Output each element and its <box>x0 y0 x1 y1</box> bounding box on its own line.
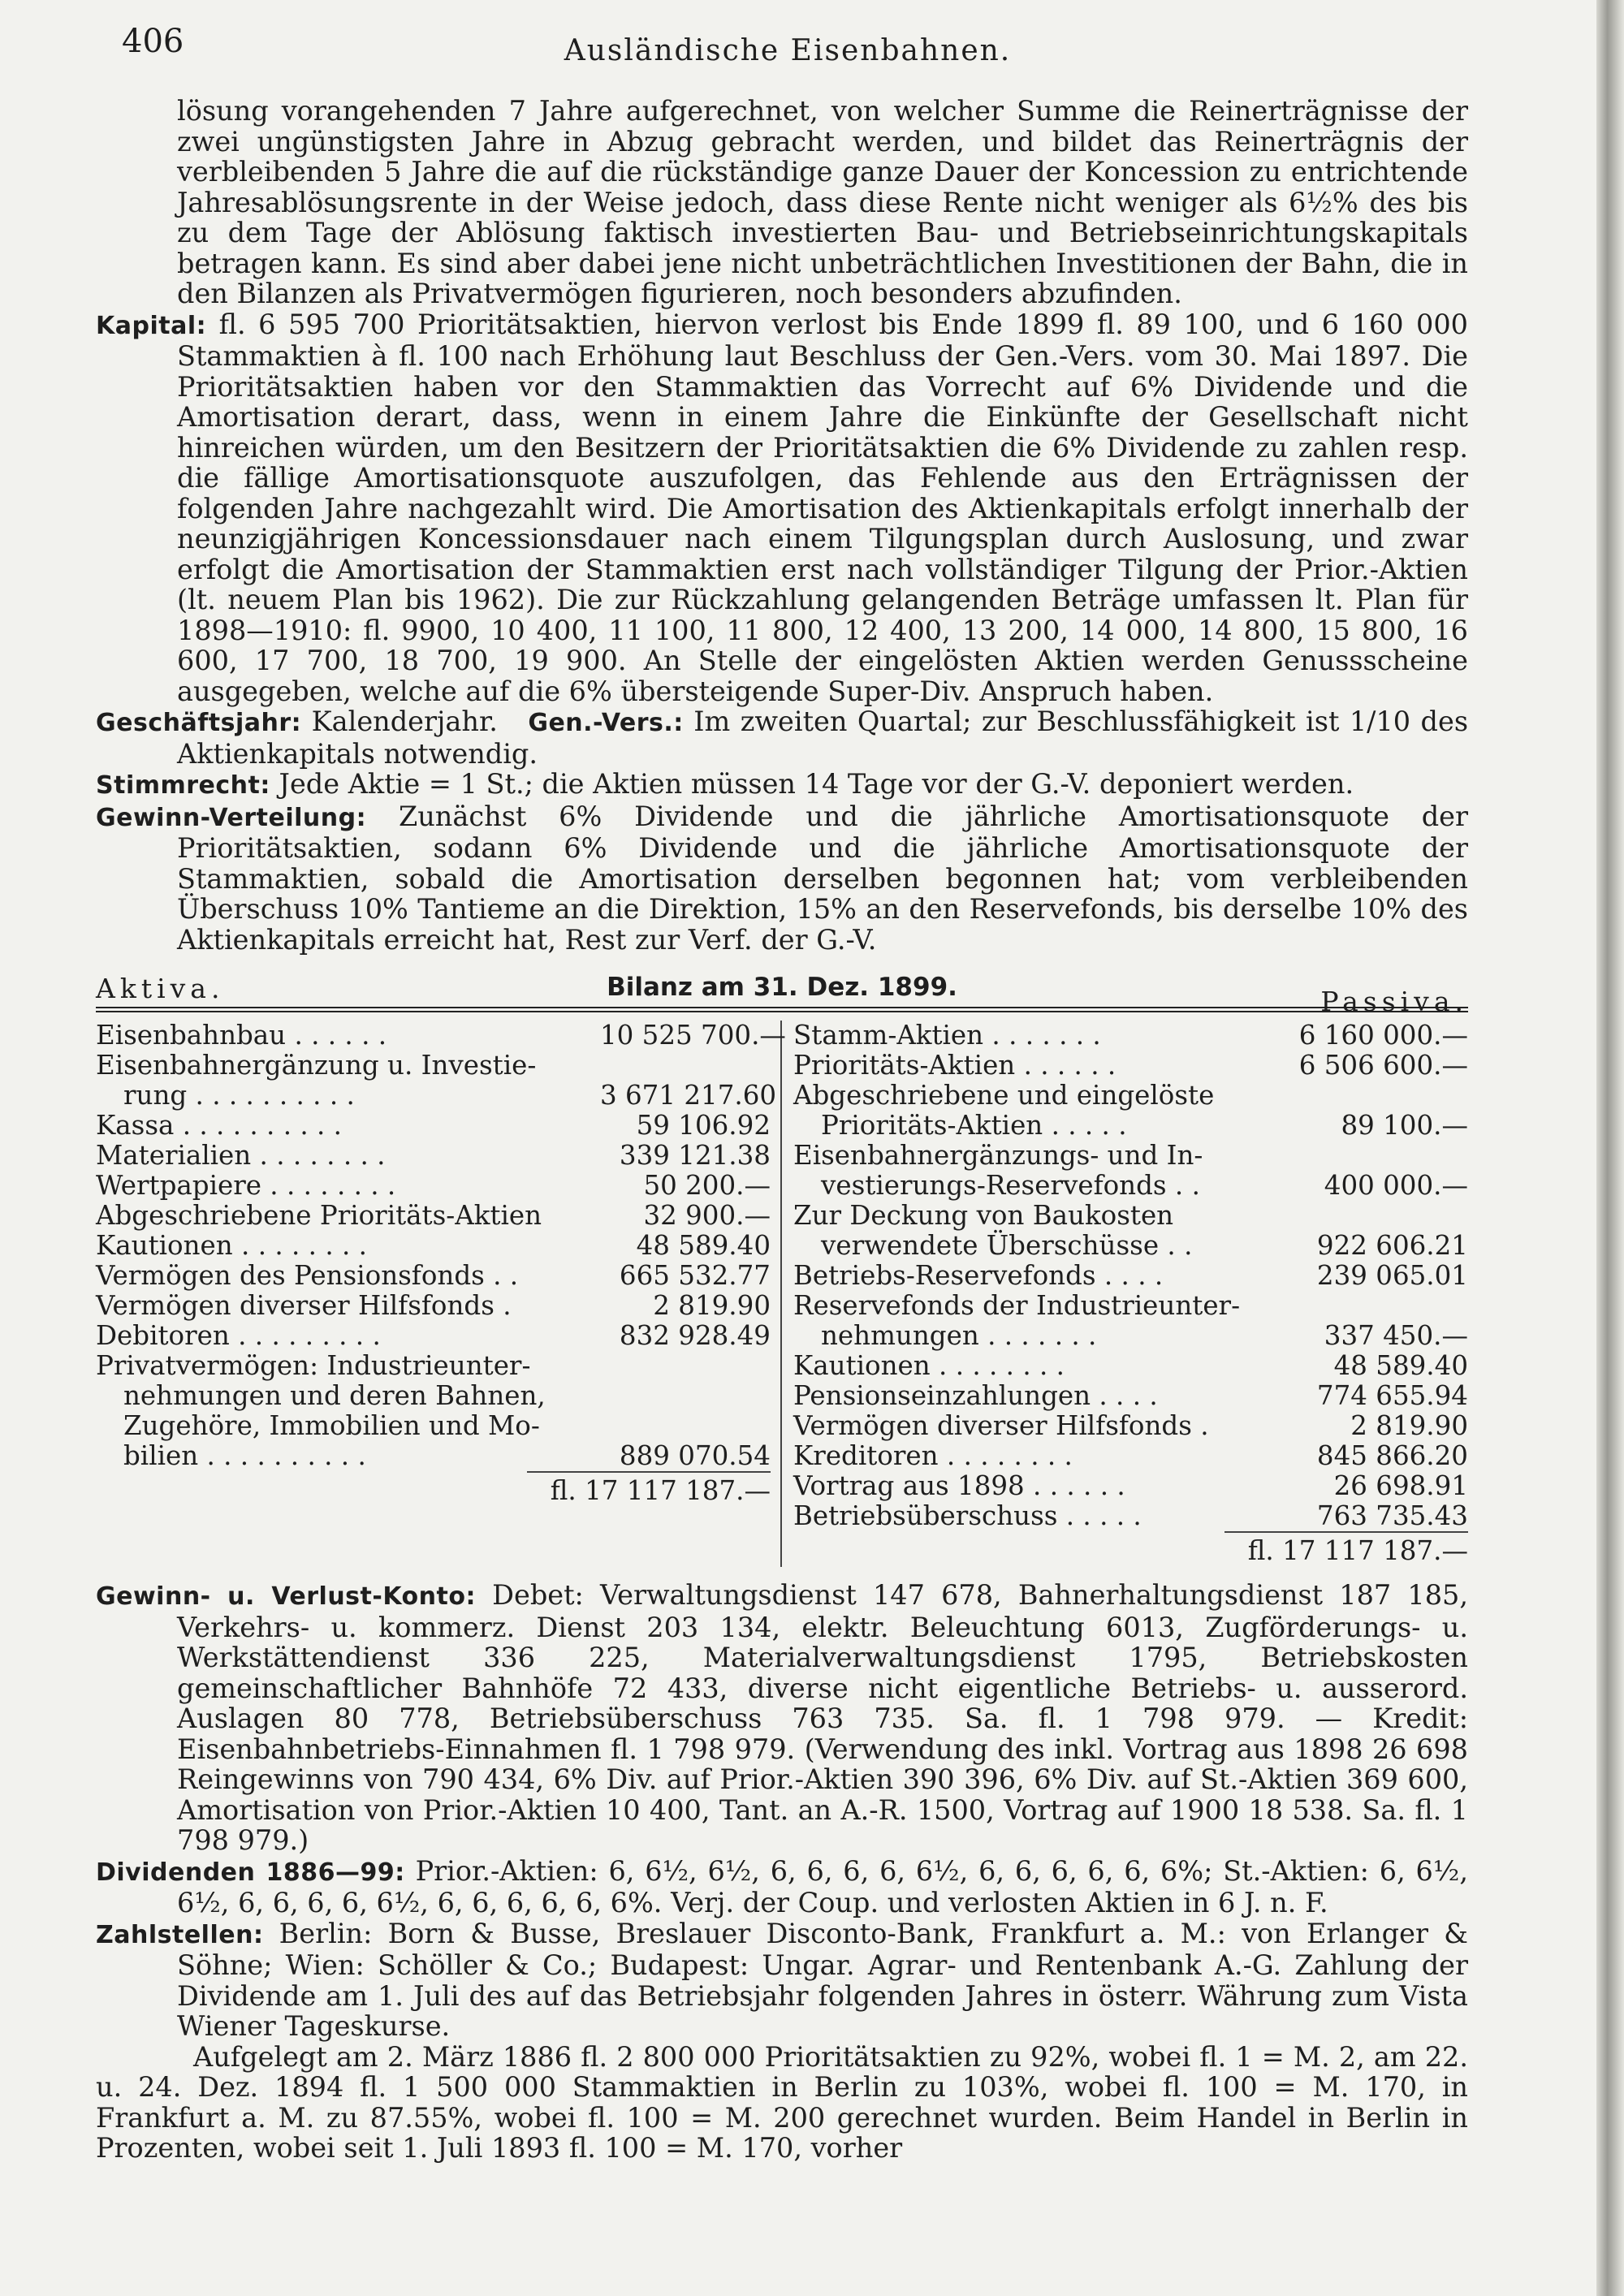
intro-paragraph: lösung vorangehenden 7 Jahre aufgerechnet, von welcher Summe die Reinerträgnisse der zwei ungünstigsten Jahre in Abzug gebracht werden, und bildet das Reinerträgnis der verbleibenden 5 Jahre die auf die rückständige ganze Dauer der Koncession zu entrichtende Jahresablösungsrente in der Weise jedoch, dass diese Rente nicht weniger als 6½% des bis zu dem Tage der Ablösung faktisch investierten Bau- und Betriebseinrichtungskapitals betragen kann. Es sind aber dabei jene nicht unbeträchtlichen Investitionen der Bahn, die in den Bilanzen als Privatvermögen figurieren, noch besonders abzufinden. <box>177 95 1468 309</box>
passiva-row <box>793 1201 1468 1231</box>
aktiva-item-value: 10 525 700.— <box>600 1020 786 1051</box>
passiva-item-value: 6 160 000.— <box>1298 1020 1468 1051</box>
balance-sheet <box>96 969 1468 1567</box>
aktiva-item-value: 32 900.— <box>643 1200 771 1231</box>
passiva-item-name: Pensionseinzahlungen . . . . <box>793 1380 1158 1411</box>
passiva-item-name: Vermögen diverser Hilfsfonds . <box>793 1410 1209 1441</box>
aktiva-item-value: 59 106.92 <box>636 1110 771 1141</box>
aktiva-row <box>96 1261 771 1291</box>
passiva-row <box>793 1141 1468 1171</box>
passiva-total-row <box>793 1531 1468 1567</box>
page-body <box>96 96 1468 2164</box>
gewinn-konto-text: Debet: Verwaltungsdienst 147 678, Bahnerhaltungsdienst 187 185, Verkehrs- u. kommerz. Dienst 203 134, elektr. Beleuchtung 6013, Zugförderungs- u. Werkstättendienst 336 225, Materialverwaltungsdienst 1795, Betriebskosten gemeinschaftlicher Bahnhöfe 72 433, diverse nicht eigentliche Betriebs- u. ausserord. Auslagen 80 778, Betriebsüberschuss 763 735. Sa. fl. 1 798 979. — Kredit: Eisenbahnbetriebs-Einnahmen fl. 1 798 979. (Verwendung des inkl. Vortrag aus 1898 26 698 Reingewinns von 790 434, 6% Div. auf Prior.-Aktien 390 396, 6% Div. auf St.-Aktien 369 600, Amortisation von Prior.-Aktien 10 400, Tant. an A.-R. 1500, Vortrag auf 1900 18 538. Sa. fl. 1 798 979.) <box>177 1579 1468 1856</box>
aktiva-item-name: nehmungen und deren Bahnen, <box>123 1380 546 1411</box>
aktiva-item-value: 48 589.40 <box>636 1230 771 1261</box>
balance-header <box>96 969 1468 1017</box>
aktiva-total: fl. 17 117 187.— <box>527 1471 771 1507</box>
aktiva-item-value: 665 532.77 <box>619 1260 771 1291</box>
passiva-item-value: 763 735.43 <box>1316 1500 1468 1531</box>
aktiva-item-name: Vermögen diverser Hilfsfonds . <box>96 1290 512 1321</box>
aktiva-item-name: Eisenbahnbau . . . . . . <box>96 1020 387 1051</box>
dividenden-section <box>96 1856 1468 1918</box>
passiva-row <box>793 1411 1468 1441</box>
aktiva-column <box>96 1020 786 1567</box>
stimmrecht-text: Jede Aktie = 1 St.; die Aktien müssen 14 Tage vor der G.-V. deponiert werden. <box>279 768 1354 800</box>
passiva-row <box>793 1501 1468 1531</box>
aktiva-row <box>96 1231 771 1261</box>
passiva-item-name: Abgeschriebene und eingelöste <box>793 1080 1215 1111</box>
passiva-row <box>793 1321 1468 1351</box>
aktiva-total-row <box>96 1471 771 1507</box>
aktiva-row <box>96 1381 771 1411</box>
passiva-item-value: 400 000.— <box>1324 1170 1468 1201</box>
passiva-item-name: Prioritäts-Aktien . . . . . . <box>793 1050 1116 1081</box>
passiva-item-name: Stamm-Aktien . . . . . . . <box>793 1020 1101 1051</box>
aktiva-item-name: Kassa . . . . . . . . . . <box>96 1110 343 1141</box>
passiva-row <box>793 1231 1468 1261</box>
page-edge-shadow <box>1596 0 1624 2296</box>
aktiva-item-value: 889 070.54 <box>619 1440 771 1471</box>
aktiva-item-name: bilien . . . . . . . . . . <box>123 1440 366 1471</box>
aktiva-row <box>96 1291 771 1321</box>
aktiva-item-name: rung . . . . . . . . . . <box>123 1080 355 1111</box>
aktiva-label: Aktiva. <box>96 973 225 1004</box>
passiva-item-name: Zur Deckung von Baukosten <box>793 1200 1174 1231</box>
aufgelegt-paragraph: Aufgelegt am 2. März 1886 fl. 2 800 000 Prioritätsaktien zu 92%, wobei fl. 1 = M. 2, am 22. u. 24. Dez. 1894 fl. 1 500 000 Stammaktien in Berlin zu 103%, wobei fl. 100 = M. 170, in Frankfurt a. M. zu 87.55%, wobei fl. 100 = M. 200 gerechnet wurden. Beim Handel in Berlin in Prozenten, wobei seit 1. Juli 1893 fl. 100 = M. 170, vorher <box>96 2040 1468 2164</box>
passiva-item-name: vestierungs-Reservefonds . . <box>821 1170 1200 1201</box>
aktiva-item-name: Kautionen . . . . . . . . <box>96 1230 367 1261</box>
geschaeftsjahr-section <box>96 706 1468 769</box>
aktiva-item-name: Abgeschriebene Prioritäts-Aktien <box>96 1200 542 1231</box>
passiva-item-name: Reservefonds der Industrieunter- <box>793 1290 1241 1321</box>
balance-columns <box>96 1021 1468 1567</box>
passiva-row <box>793 1441 1468 1471</box>
balance-title: Bilanz am 31. Dez. 1899. <box>607 973 957 1002</box>
passiva-item-value: 845 866.20 <box>1316 1440 1468 1471</box>
passiva-item-value: 337 450.— <box>1324 1320 1468 1351</box>
gewinn-konto-section <box>96 1580 1468 1856</box>
passiva-column <box>782 1021 1468 1567</box>
running-title: Ausländische Eisenbahnen. <box>564 34 1012 67</box>
aktiva-row <box>96 1411 771 1441</box>
aktiva-item-value: 339 121.38 <box>619 1140 771 1171</box>
passiva-row <box>793 1171 1468 1201</box>
aktiva-item-value: 3 671 217.60 <box>600 1080 777 1111</box>
aktiva-row <box>96 1080 777 1111</box>
passiva-row <box>793 1111 1468 1141</box>
passiva-item-name: Eisenbahnergänzungs- und In- <box>793 1140 1203 1171</box>
aktiva-item-name: Zugehöre, Immobilien und Mo- <box>123 1410 540 1441</box>
zahlstellen-label: Zahlstellen: <box>96 1920 264 1949</box>
aktiva-row <box>96 1321 771 1351</box>
passiva-row <box>793 1261 1468 1291</box>
aktiva-item-value: 2 819.90 <box>653 1290 771 1321</box>
gewinn-verteilung-text: Zunächst 6% Dividende und die jährliche Amortisationsquote der Prioritätsaktien, sodann 6% Dividende und die jährliche Amortisationsquote der Stammaktien, sobald die Amortisation derselben begonnen hat; vom verbleibenden Überschuss 10% Tantieme an die Direktion, 15% an den Reservefonds, bis derselbe 10% des Aktienkapitals erreicht hat, Rest zur Verf. der G.-V. <box>177 800 1468 956</box>
balance-rule <box>96 1007 1468 1012</box>
aktiva-item-value: 50 200.— <box>643 1170 771 1201</box>
passiva-total: fl. 17 117 187.— <box>1224 1531 1468 1567</box>
zahlstellen-section <box>96 1918 1468 2042</box>
passiva-item-name: Betriebsüberschuss . . . . . <box>793 1500 1142 1531</box>
passiva-item-value: 922 606.21 <box>1316 1230 1468 1261</box>
passiva-item-name: Kautionen . . . . . . . . <box>793 1350 1065 1381</box>
passiva-label: Passiva. <box>1320 986 1468 1017</box>
aktiva-item-name: Debitoren . . . . . . . . . <box>96 1320 381 1351</box>
passiva-row <box>793 1471 1468 1501</box>
dividenden-label: Dividenden 1886—99: <box>96 1858 405 1887</box>
zahlstellen-text: Berlin: Born & Busse, Breslauer Disconto-Bank, Frankfurt a. M.: von Erlanger & Söhne; Wien: Schöller & Co.; Budapest: Ungar. Agrar- und Rentenbank A.-G. Zahlung der Dividende am 1. Juli des auf das Betriebsjahr folgenden Jahres in österr. Währung zum Vista Wiener Tageskurse. <box>177 1917 1468 2042</box>
kapital-text: fl. 6 595 700 Prioritätsaktien, hiervon verlost bis Ende 1899 fl. 89 100, und 6 160 000 Stammaktien à fl. 100 nach Erhöhung laut Beschluss der Gen.-Vers. vom 30. Mai 1897. Die Prioritätsaktien haben vor den Stammaktien das Vorrecht auf 6% Dividende und die Amortisation derart, dass, wenn in einem Jahre die Einkünfte der Gesellschaft nicht hinreichen würden, um den Besitzern der Prioritätsaktien die 6% Dividende zu zahlen resp. die fällige Amortisationsquote auszufolgen, das Fehlende aus den Erträgnissen der folgenden Jahre nachgezahlt wird. Die Amortisation des Aktienkapitals erfolgt innerhalb der neunzigjährigen Koncessionsdauer nach einem Tilgungsplan durch Auslosung, und zwar erfolgt die Amortisation der Stammaktien erst nach vollständiger Tilgung der Prior.-Aktien (lt. neuem Plan bis 1962). Die zur Rückzahlung gelangenden Beträge umfassen lt. Plan für 1898—1910: fl. 9900, 10 400, 11 100, 11 800, 12 400, 13 200, 14 000, 14 800, 15 800, 16 600, 17 700, 18 700, 19 900. An Stelle der eingelösten Aktien werden Genussscheine ausgegeben, welche auf die 6% übersteigende Super-Div. Anspruch haben. <box>177 308 1468 707</box>
passiva-row <box>793 1351 1468 1381</box>
page-number: 406 <box>122 23 184 60</box>
aktiva-row <box>96 1111 771 1141</box>
passiva-item-value: 774 655.94 <box>1316 1380 1468 1411</box>
passiva-row <box>793 1021 1468 1051</box>
aktiva-row <box>96 1020 786 1051</box>
aktiva-row <box>96 1171 771 1201</box>
passiva-item-name: Betriebs-Reservefonds . . . . <box>793 1260 1164 1291</box>
aktiva-item-name: Vermögen des Pensionsfonds . . <box>96 1260 519 1291</box>
aktiva-row <box>96 1051 771 1081</box>
passiva-item-name: Prioritäts-Aktien . . . . . <box>821 1110 1127 1141</box>
passiva-row <box>793 1081 1468 1111</box>
aktiva-row <box>96 1351 771 1381</box>
passiva-item-value: 2 819.90 <box>1350 1410 1468 1441</box>
passiva-row <box>793 1291 1468 1321</box>
aktiva-row <box>96 1441 771 1471</box>
aktiva-row <box>96 1201 771 1231</box>
aktiva-item-value: 832 928.49 <box>619 1320 771 1351</box>
passiva-row <box>793 1051 1468 1081</box>
gen-vers-text: Im zweiten Quartal; zur Beschlussfähigkeit ist 1/10 des Aktienkapitals notwendig. <box>177 706 1469 770</box>
aktiva-item-name: Eisenbahnergänzung u. Investie- <box>96 1050 537 1081</box>
passiva-item-value: 48 589.40 <box>1333 1350 1468 1381</box>
geschaeftsjahr-text: Kalenderjahr. <box>311 706 498 737</box>
gewinn-verteilung-section <box>96 801 1468 956</box>
gewinn-konto-label: Gewinn- u. Verlust-Konto: <box>96 1582 476 1611</box>
geschaeftsjahr-label: Geschäftsjahr: <box>96 709 302 737</box>
kapital-label: Kapital: <box>96 311 207 340</box>
passiva-item-value: 26 698.91 <box>1333 1470 1468 1501</box>
passiva-row <box>793 1381 1468 1411</box>
aktiva-row <box>96 1141 771 1171</box>
aktiva-item-name: Materialien . . . . . . . . <box>96 1140 386 1171</box>
gewinn-verteilung-label: Gewinn-Verteilung: <box>96 803 367 832</box>
passiva-item-name: verwendete Überschüsse . . <box>821 1230 1193 1261</box>
dividenden-text: Prior.-Aktien: 6, 6½, 6½, 6, 6, 6, 6, 6½, 6, 6, 6, 6, 6, 6%; St.-Aktien: 6, 6½, 6½, 6, 6, 6, 6, 6½, 6, 6, 6, 6, 6, 6%. Verj. der Coup. und verlosten Aktien in 6 J. n. F. <box>177 1854 1468 1918</box>
passiva-item-name: Vortrag aus 1898 . . . . . . <box>793 1470 1125 1501</box>
aktiva-item-name: Privatvermögen: Industrieunter- <box>96 1350 531 1381</box>
page-header <box>122 23 1453 71</box>
kapital-section <box>96 309 1468 707</box>
passiva-item-name: Kreditoren . . . . . . . . <box>793 1440 1073 1471</box>
passiva-item-value: 239 065.01 <box>1316 1260 1468 1291</box>
passiva-item-value: 89 100.— <box>1341 1110 1468 1141</box>
stimmrecht-label: Stimmrecht: <box>96 771 270 800</box>
stimmrecht-section <box>96 769 1468 801</box>
passiva-item-name: nehmungen . . . . . . . <box>821 1320 1097 1351</box>
passiva-item-value: 6 506 600.— <box>1298 1050 1468 1081</box>
gen-vers-label: Gen.-Vers.: <box>528 709 684 737</box>
aktiva-item-name: Wertpapiere . . . . . . . . <box>96 1170 396 1201</box>
